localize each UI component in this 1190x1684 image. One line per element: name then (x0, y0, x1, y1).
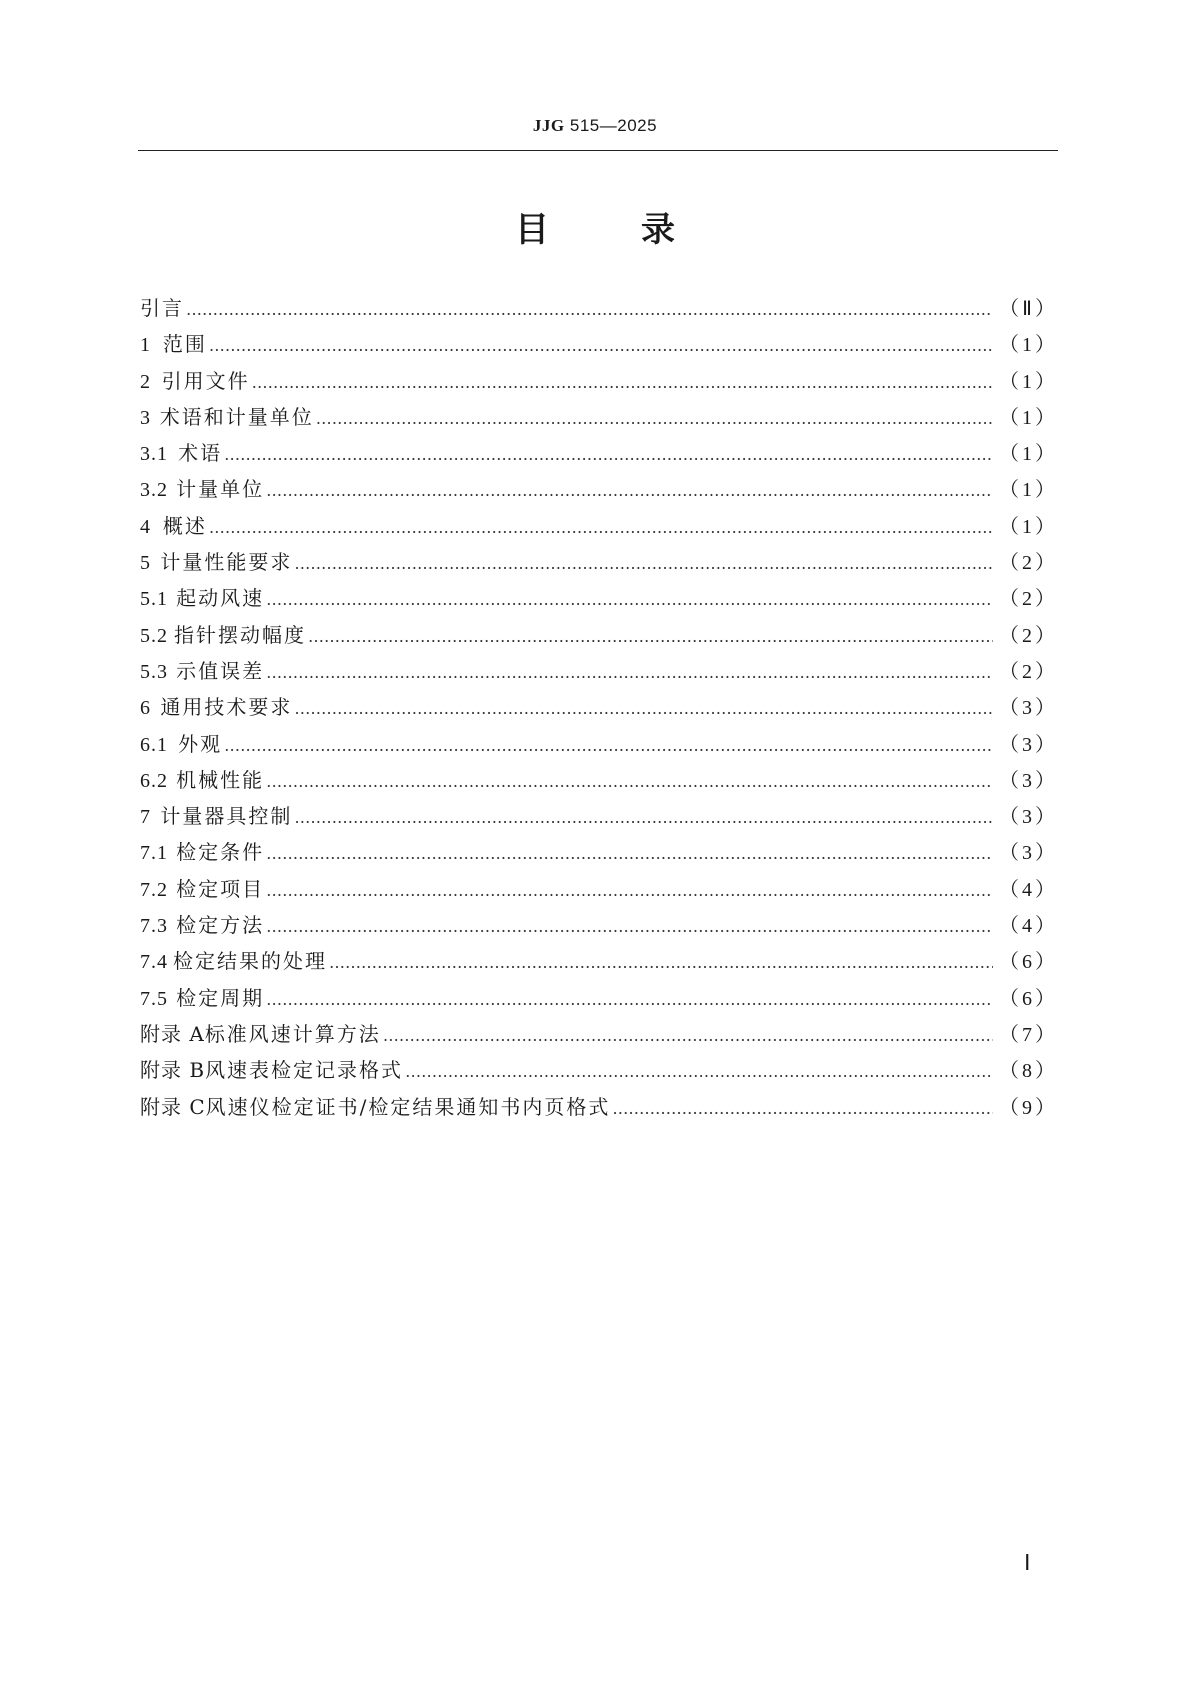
toc-entry[interactable] (140, 798, 1058, 834)
toc-entry[interactable] (140, 544, 1058, 580)
toc-entry-number: 7.4 (140, 951, 168, 974)
toc-entry-number: 7.1 (140, 842, 168, 865)
toc-entry-label: 起动风速 (176, 586, 265, 611)
toc-entry-label: 概述 (162, 513, 207, 538)
toc-dot-leader (266, 982, 993, 1018)
toc-dot-leader (266, 473, 993, 509)
toc-entry-label: 计量性能要求 (160, 550, 293, 575)
toc-entry-label: 机械性能 (176, 767, 265, 792)
toc-entry-label: 检定项目 (176, 876, 265, 901)
toc-dot-leader (294, 800, 993, 836)
page-header (0, 116, 1190, 136)
page-title (0, 202, 1190, 251)
toc-entry[interactable] (140, 1089, 1058, 1125)
toc-entry-label: 外观 (178, 731, 223, 756)
toc-entry-label: 术语 (178, 441, 223, 466)
toc-dot-leader (266, 582, 993, 618)
toc-entry-page: （3） (999, 842, 1058, 865)
standard-number: 515—2025 (569, 116, 658, 135)
standard-code: JJG (532, 116, 565, 135)
toc-entry-page: （2） (999, 660, 1058, 683)
toc-entry[interactable] (140, 980, 1058, 1016)
toc-entry[interactable] (140, 689, 1058, 725)
toc-entry-page: （8） (999, 1060, 1058, 1083)
toc-entry-label: 检定周期 (176, 985, 265, 1010)
toc-entry-page: （9） (999, 1096, 1058, 1119)
toc-entry-page: （6） (999, 951, 1058, 974)
toc-entry-label: 风速表检定记录格式 (205, 1058, 404, 1083)
toc-entry[interactable] (140, 290, 1058, 326)
toc-entry-number: 3.2 (140, 479, 168, 502)
toc-entry-label: 引用文件 (161, 368, 250, 393)
toc-entry[interactable] (140, 943, 1058, 979)
toc-entry-number: 3.1 (140, 443, 168, 466)
toc-dot-leader (252, 365, 993, 401)
toc-entry-number: 7.5 (140, 987, 168, 1010)
toc-dot-leader (329, 945, 993, 981)
toc-entry-page: （3） (999, 733, 1058, 756)
toc-entry[interactable] (140, 762, 1058, 798)
toc-entry-number: 5.2 (140, 624, 168, 647)
toc-dot-leader (186, 292, 993, 328)
toc-entry-page: （2） (999, 588, 1058, 611)
toc-entry-number: 5 (140, 552, 151, 575)
toc-entry-page: （7） (999, 1023, 1058, 1046)
toc-entry[interactable] (140, 399, 1058, 435)
toc-dot-leader (316, 401, 993, 437)
toc-entry-number: 6.2 (140, 769, 168, 792)
toc-entry[interactable] (140, 907, 1058, 943)
toc-entry-number: 7.3 (140, 915, 168, 938)
toc-entry-number: 附录 B (140, 1058, 206, 1083)
toc-entry-number: 1 (140, 334, 151, 357)
toc-entry-label: 检定条件 (176, 840, 265, 865)
toc-entry[interactable] (140, 653, 1058, 689)
toc-entry-label: 指针摆动幅度 (174, 622, 307, 647)
toc-entry-page: （Ⅱ） (999, 298, 1058, 320)
toc-entry-label: 检定结果的处理 (172, 949, 327, 974)
toc-entry[interactable] (140, 1016, 1058, 1052)
toc-entry-page: （3） (999, 697, 1058, 720)
toc-entry-label: 范围 (162, 332, 207, 357)
toc-dot-leader (308, 619, 993, 655)
toc-entry-label: 风速仪检定证书/检定结果通知书内页格式 (205, 1094, 611, 1119)
toc-entry[interactable] (140, 363, 1058, 399)
table-of-contents (140, 290, 1058, 1125)
toc-entry-page: （4） (999, 915, 1058, 938)
toc-dot-leader (266, 836, 993, 872)
toc-entry[interactable] (140, 580, 1058, 616)
toc-entry-label: 计量单位 (176, 477, 265, 502)
toc-dot-leader (266, 655, 993, 691)
toc-entry-page: （3） (999, 769, 1058, 792)
toc-entry-label: 引言 (140, 296, 184, 320)
toc-entry-number: 7 (140, 806, 151, 829)
toc-dot-leader (383, 1018, 993, 1054)
toc-dot-leader (612, 1091, 993, 1127)
toc-entry[interactable] (140, 508, 1058, 544)
toc-dot-leader (224, 437, 993, 473)
toc-entry-number: 3 (140, 406, 151, 429)
toc-entry-page: （1） (999, 443, 1058, 466)
toc-entry-label: 检定方法 (176, 913, 265, 938)
toc-entry-page: （2） (999, 552, 1058, 575)
toc-entry-number: 5.1 (140, 588, 168, 611)
toc-dot-leader (294, 691, 993, 727)
toc-entry-number: 7.2 (140, 878, 168, 901)
toc-entry-label: 计量器具控制 (160, 804, 293, 829)
toc-entry-label: 标准风速计算方法 (204, 1021, 381, 1046)
toc-entry-page: （1） (999, 334, 1058, 357)
toc-entry-page: （6） (999, 987, 1058, 1010)
toc-entry-number: 附录 A (140, 1021, 205, 1046)
toc-dot-leader (209, 510, 993, 546)
toc-entry-page: （1） (999, 370, 1058, 393)
toc-entry-page: （1） (999, 479, 1058, 502)
toc-dot-leader (224, 728, 993, 764)
toc-entry-label: 示值误差 (176, 658, 265, 683)
toc-entry-page: （1） (999, 406, 1058, 429)
toc-dot-leader (209, 328, 993, 364)
toc-entry[interactable] (140, 471, 1058, 507)
toc-dot-leader (266, 909, 993, 945)
toc-entry-number: 5.3 (140, 660, 168, 683)
toc-entry-page: （3） (999, 806, 1058, 829)
toc-entry[interactable] (140, 871, 1058, 907)
title-char-2: 录 (641, 210, 675, 250)
toc-entry-label: 通用技术要求 (160, 695, 293, 720)
toc-entry-page: （4） (999, 878, 1058, 901)
header-divider (138, 150, 1058, 151)
toc-entry[interactable] (140, 1052, 1058, 1088)
toc-dot-leader (266, 873, 993, 909)
page-number: Ⅰ (1024, 1550, 1031, 1575)
toc-entry[interactable] (140, 326, 1058, 362)
toc-entry-number: 4 (140, 515, 151, 538)
toc-entry-number: 2 (140, 370, 151, 393)
toc-entry-label: 术语和计量单位 (159, 404, 314, 429)
toc-dot-leader (266, 764, 993, 800)
toc-dot-leader (405, 1054, 993, 1090)
toc-entry-number: 6.1 (140, 733, 168, 756)
toc-dot-leader (294, 546, 993, 582)
toc-entry-number: 附录 C (140, 1094, 206, 1119)
toc-entry-number: 6 (140, 697, 151, 720)
toc-entry-page: （1） (999, 515, 1058, 538)
toc-entry-page: （2） (999, 624, 1058, 647)
toc-entry[interactable] (140, 435, 1058, 471)
toc-entry[interactable] (140, 726, 1058, 762)
toc-entry[interactable] (140, 617, 1058, 653)
toc-entry[interactable] (140, 834, 1058, 870)
title-char-1: 目 (515, 210, 549, 250)
